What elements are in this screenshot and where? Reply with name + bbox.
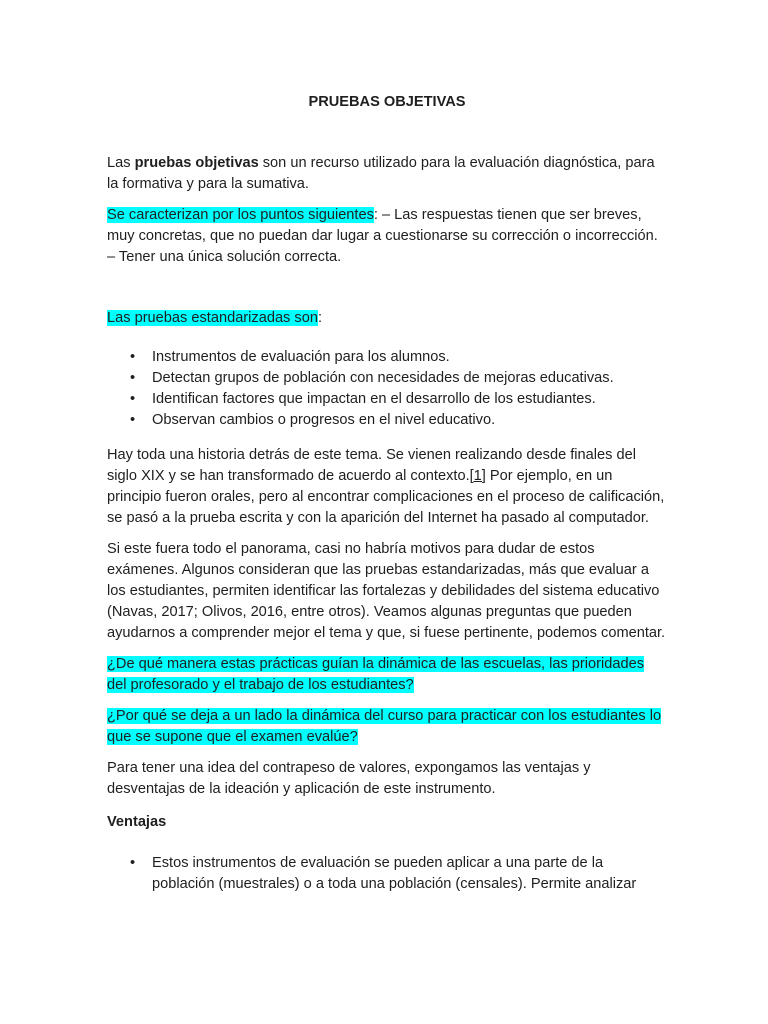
footnote-link[interactable]: [1] [469, 468, 486, 484]
list-item: • Identifican factores que impactan en el desarrollo de los estudiantes. [152, 389, 667, 410]
estandarizadas-highlight: Las pruebas estandarizadas son [107, 310, 318, 326]
historia-paragraph [107, 445, 667, 529]
question-2-highlight: ¿Por qué se deja a un lado la dinámica del curso para practicar con los estudiantes lo que se supone que el examen evalúe? [107, 708, 662, 745]
intro-bold-term: pruebas objetivas [134, 155, 259, 171]
estandarizadas-colon: : [317, 310, 323, 326]
ventajas-heading: Ventajas [107, 814, 167, 830]
contrapeso-paragraph: Para tener una idea del contrapeso de valores, expongamos las ventajas y desventajas de la ideación y aplicación de este instrumento. [107, 760, 591, 797]
estandarizadas-paragraph [107, 308, 667, 329]
caracteristicas-highlight: Se caracterizan por los puntos siguientes [107, 207, 374, 223]
blank-line [107, 278, 667, 308]
ventajas-list [107, 853, 667, 895]
question-2-paragraph [107, 706, 667, 748]
panorama-paragraph: Si este fuera todo el panorama, casi no habría motivos para dudar de estos exámenes. Algunos consideran que las pruebas estandarizadas, más que evaluar a los estudiantes, permiten identificar las fortalezas y debilidades del sistema educativo (Navas, 2017; Olivos, 2016, entre otros). Veamos algunas preguntas que pueden ayudarnos a comprender mejor el tema y que, si fuese pertinente, podemos comentar. [107, 541, 666, 641]
list-item: • Detectan grupos de población con necesidades de mejoras educativas. [152, 368, 667, 389]
historia-pre: Hay toda una historia detrás de este tema. Se vienen realizando desde finales del siglo XIX y se han transformado de acuerdo al contexto. [107, 447, 636, 484]
intro-post: son un recurso utilizado para la evaluación diagnóstica, para la formativa y para la sumativa. [107, 155, 655, 192]
question-1-paragraph [107, 654, 667, 696]
caracteristicas-paragraph [107, 205, 667, 268]
page-title: PRUEBAS OBJETIVAS [308, 94, 466, 110]
question-1-highlight: ¿De qué manera estas prácticas guían la dinámica de las escuelas, las prioridades del profesorado y el trabajo de los estudiantes? [107, 656, 645, 693]
intro-pre: Las [107, 155, 135, 171]
list-item: • Observan cambios o progresos en el nivel educativo. [152, 410, 667, 431]
list-item: • Estos instrumentos de evaluación se pueden aplicar a una parte de la población (muestrales) o a toda una población (censales). Permite analizar [152, 853, 667, 895]
list-item: • Instrumentos de evaluación para los alumnos. [152, 347, 667, 368]
bullet-list [107, 347, 667, 431]
historia-post: Por ejemplo, en un principio fueron orales, pero al encontrar complicaciones en el proceso de calificación, se pasó a la prueba escrita y con la aparición del Internet ha pasado al computador. [107, 468, 665, 526]
intro-paragraph [107, 153, 667, 195]
caracteristicas-text: : – Las respuestas tienen que ser breves, muy concretas, que no puedan dar lugar a cuestionarse su corrección o incorrección. – Tener una única solución correcta. [107, 207, 658, 265]
document-body [107, 92, 667, 909]
